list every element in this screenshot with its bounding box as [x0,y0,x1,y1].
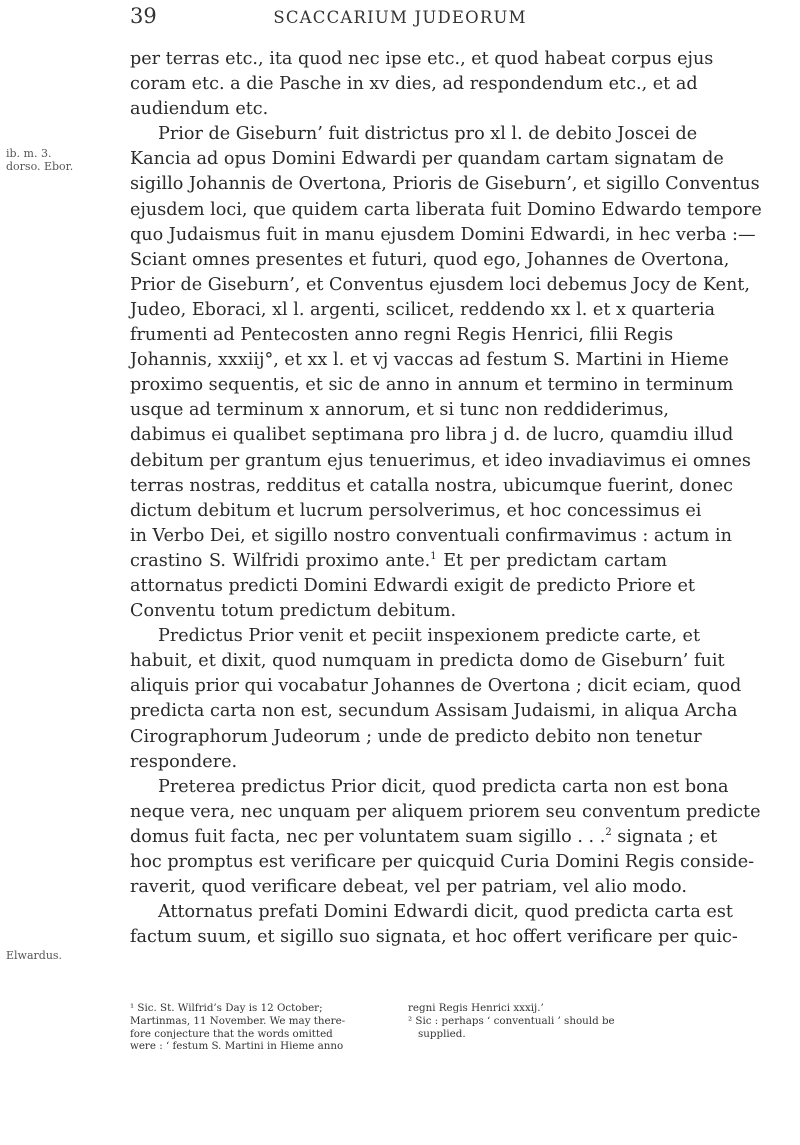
text-line: factum suum, et sigillo suo signata, et hoc offert verificare per quic- [130,927,738,948]
text-line: respondere. [130,751,238,772]
footnote-line: supplied. [418,1027,466,1040]
text-line: predicta carta non est, secundum Assisam Judaismi, in aliqua Archa [130,701,738,722]
text-segment: domus fuit facta, nec per voluntatem suam sigillo . . . [130,826,606,847]
footnotes-right-column [408,1002,670,1040]
footnote-line: Martinmas, 11 November. We may there- [130,1014,346,1027]
footnote-line: regni Regis Henrici xxxij.’ [408,1002,544,1014]
text-line: Prior de Giseburn’ fuit districtus pro xl l. de debito Joscei de [158,124,698,145]
main-text [130,47,762,950]
text-line: usque ad terminum x annorum, et si tunc non reddiderimus, [130,400,669,421]
text-line: aliquis prior qui vocabatur Johannes de Overtona ; dicit eciam, quod [130,676,742,697]
footnote-line: ² Sic : perhaps ‘ conventuali ’ should be [408,1014,615,1027]
text-line: Prior de Giseburn’, et Conventus ejusdem loci debemus Jocy de Kent, [130,274,750,295]
text-line: coram etc. a die Pasche in xv dies, ad respondendum etc., et ad [130,74,698,95]
text-line: Kancia ad opus Domini Edwardi per quandam cartam signatam de [130,149,724,170]
text-line: neque vera, nec unquam per aliquem priorem seu conventum predicte [130,801,761,822]
text-line: debitum per grantum ejus tenuerimus, et ideo invadiavimus ei omnes [130,450,751,471]
text-line: Cirographorum Judeorum ; unde de predicto debito non tenetur [130,726,702,747]
text-line [130,549,667,574]
text-line: raverit, quod verificare debeat, vel per patriam, vel alio modo. [130,877,687,898]
text-line: Conventu totum predictum debitum. [130,601,457,622]
text-line: in Verbo Dei, et sigillo nostro conventuali confirmavimus : actum in [130,525,732,546]
page-number: 39 [130,4,157,28]
text-line: frumenti ad Pentecosten anno regni Regis Henrici, filii Regis [130,325,674,346]
text-line: hoc promptus est verificare per quicquid Curia Domini Regis conside- [130,852,755,872]
footnote-line: ¹ Sic. St. Wilfrid’s Day is 12 October; [130,1002,323,1014]
text-line: quo Judaismus fuit in manu ejusdem Domini Edwardi, in hec verba :— [130,224,756,245]
text-line: audiendum etc. [130,99,269,120]
text-line: attornatus predicti Domini Edwardi exigit de predicto Priore et [130,575,695,596]
text-line: ejusdem loci, que quidem carta liberata fuit Domino Edwardo tempore [130,199,762,220]
text-segment: signata ; et [617,826,718,847]
text-line: terras nostras, redditus et catalla nostra, ubicumque fuerint, donec [130,475,733,496]
text-line: dabimus ei qualibet septimana pro libra j d. de lucro, quamdiu illud [130,425,734,446]
text-line: Preterea predictus Prior dicit, quod predicta carta non est bona [158,776,729,797]
margin-note-elwardus [6,950,62,963]
text-segment: crastino S. Wilfridi proximo ante. [130,550,431,571]
text-line: Predictus Prior venit et peciit inspexionem predicte carte, et [158,626,701,647]
running-head: SCACCARIUM JUDEORUM [273,8,527,27]
text-line: Sciant omnes presentes et futuri, quod ego, Johannes de Overtona, [130,249,730,270]
margin-note-line: dorso. Ebor. [6,159,74,173]
text-line: habuit, et dixit, quod numquam in predicta domo de Giseburn’ fuit [130,651,725,672]
footnotes-left-column [130,1002,392,1053]
text-line: dictum debitum et lucrum persolverimus, et hoc concessimus ei [130,500,702,521]
margin-note-line: ib. m. 3. [6,147,52,160]
footnote-line: were : ‘ festum S. Martini in Hieme anno [130,1040,344,1053]
text-line: sigillo Johannis de Overtona, Prioris de Giseburn’, et sigillo Conventus [130,174,760,195]
text-line: per terras etc., ita quod nec ipse etc., et quod habeat corpus ejus [130,49,714,69]
text-segment: Et per predictam cartam [443,550,668,571]
footnote-line: fore conjecture that the words omitted [130,1027,333,1040]
footnote-mark: 1 [430,551,437,563]
margin-note-line: Elwardus. [6,949,63,962]
text-line: proximo sequentis, et sic de anno in annum et termino in terminum [130,375,734,396]
text-line [130,825,718,850]
margin-note-ebor [6,148,73,173]
text-line: Johannis, xxxiij°, et xx l. et vj vaccas ad festum S. Martini in Hieme [130,350,729,371]
text-line: Judeo, Eboraci, xl l. argenti, scilicet, reddendo xx l. et x quarteria [130,299,716,320]
text-line: Attornatus prefati Domini Edwardi dicit, quod predicta carta est [158,902,733,923]
footnote-mark: 2 [605,827,612,839]
